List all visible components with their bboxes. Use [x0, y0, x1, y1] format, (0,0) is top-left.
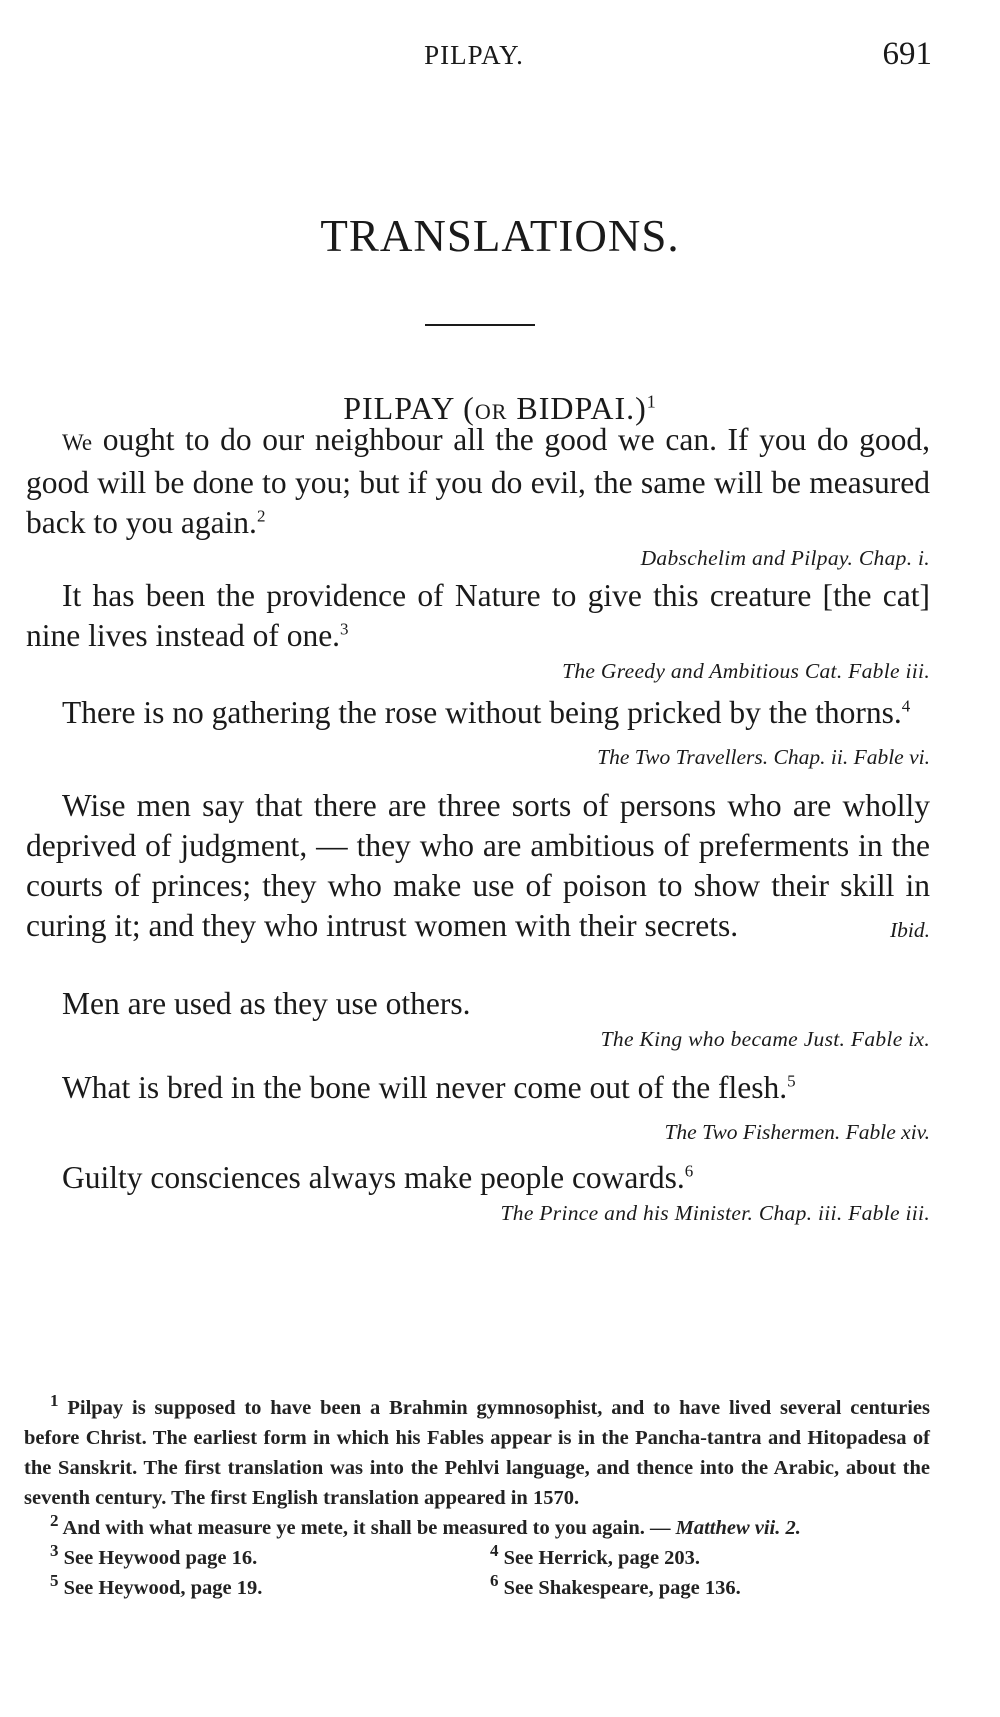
footnote-6 [490, 1573, 930, 1603]
quote-body: Wise men say that there are three sorts of persons who are wholly deprived of judgment, — they who are ambitious of preferments in the courts of princes; they who make use of poison to show their skill in curing it; and they who intrust women with their secrets. [26, 788, 930, 943]
title-rule [425, 324, 535, 326]
quote-text [26, 786, 930, 946]
footnote-mark: 2 [50, 1511, 59, 1531]
footnote-mark: 3 [50, 1541, 59, 1561]
note-mark: 4 [901, 696, 911, 716]
footnote-text: See Heywood, page 19. [58, 1577, 263, 1599]
quote-lead: We [62, 430, 93, 455]
quote-body: ought to do our neighbour all the good we can. If you do good, good will be done to you; but if you do evil, the same will be measured back to you again. [26, 422, 930, 540]
note-mark: 3 [340, 619, 349, 639]
quote-1 [26, 420, 930, 573]
quote-text [26, 984, 930, 1024]
quote-2 [26, 576, 930, 686]
footnote-grid [50, 1543, 930, 1603]
quote-body: Men are used as they use others. [62, 986, 471, 1021]
quote-citation: The Two Travellers. Chap. ii. Fable vi. [597, 745, 930, 769]
running-head-title: PILPAY. [424, 40, 524, 70]
footnote-2 [24, 1513, 930, 1543]
footnote-mark: 6 [490, 1571, 499, 1591]
quote-citation: Ibid. [889, 918, 930, 942]
quote-text [26, 693, 930, 769]
subtitle-or: OR [474, 399, 508, 424]
quote-5 [26, 984, 930, 1054]
footnote-5 [50, 1573, 490, 1603]
quote-citation: The Two Fishermen. Fable xiv. [664, 1120, 930, 1144]
quote-6 [26, 1068, 930, 1152]
quote-3 [26, 693, 930, 777]
quote-text [26, 1158, 930, 1198]
footnote-source: Matthew vii. 2. [675, 1517, 801, 1539]
note-mark: 5 [787, 1071, 796, 1091]
footnote-mark: 5 [50, 1571, 59, 1591]
quote-citation: The Greedy and Ambitious Cat. Fable iii. [562, 659, 930, 683]
footnote-text: And with what measure ye mete, it shall be measured to you again. — [58, 1517, 671, 1539]
footnote-3 [50, 1543, 490, 1573]
quote-body: What is bred in the bone will never come out of the flesh. [62, 1070, 788, 1105]
subtitle-name: PILPAY [343, 390, 455, 426]
footnote-mark: 1 [50, 1391, 59, 1411]
page-number: 691 [882, 36, 932, 72]
subtitle-alt: BIDPAI.) [516, 390, 647, 426]
footnote-1 [24, 1393, 930, 1513]
footnote-text: Pilpay is supposed to have been a Brahmin gymnosophist, and to have lived several centuries before Christ. The earliest form in which his Fables appear is in the Pancha-tantra and Hitopadesa of the Sanskrit. The first translation was into the Pehlvi language, and thence into the Arabic, about the seventh century. The first English translation appeared in 1570. [24, 1397, 930, 1509]
quote-text [26, 1068, 930, 1144]
quote-body: It has been the providence of Nature to give this creature [the cat] nine lives instead of one. [26, 578, 930, 653]
quote-7 [26, 1158, 930, 1228]
quote-citation: The King who became Just. Fable ix. [600, 1027, 930, 1051]
running-head [24, 36, 932, 76]
quote-text [26, 576, 930, 656]
subtitle-open: ( [463, 390, 475, 426]
footnotes [24, 1393, 930, 1603]
footnote-text: See Shakespeare, page 136. [498, 1577, 741, 1599]
quote-4 [26, 786, 930, 950]
note-mark: 2 [256, 506, 266, 526]
quote-text [26, 420, 930, 543]
quote-citation: Dabschelim and Pilpay. Chap. i. [640, 546, 930, 570]
subtitle-note-mark: 1 [646, 391, 657, 412]
footnote-text: See Herrick, page 203. [498, 1547, 701, 1569]
quote-body: There is no gathering the rose without being pricked by the thorns. [62, 695, 902, 730]
quote-body: Guilty consciences always make people cowards. [62, 1160, 685, 1195]
footnote-4 [490, 1543, 930, 1573]
footnote-text: See Heywood page 16. [58, 1547, 258, 1569]
quote-citation: The Prince and his Minister. Chap. iii. Fable iii. [500, 1201, 930, 1225]
section-title: TRANSLATIONS. [320, 211, 680, 261]
footnote-mark: 4 [490, 1541, 499, 1561]
note-mark: 6 [684, 1161, 694, 1181]
